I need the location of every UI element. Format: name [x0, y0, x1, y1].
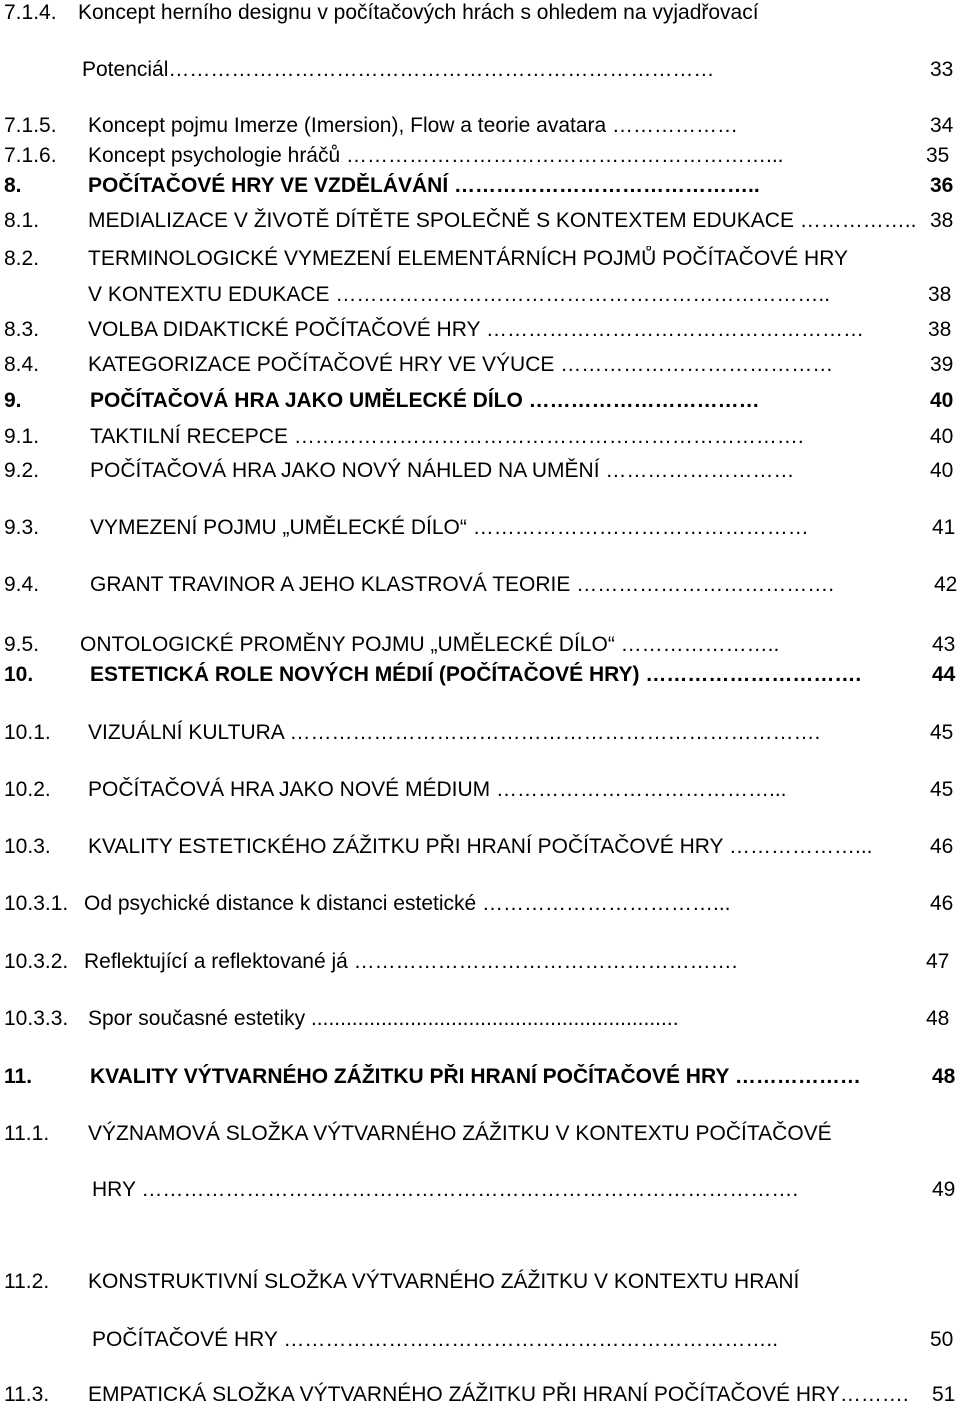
toc-entry-title: ESTETICKÁ ROLE NOVÝCH MÉDIÍ (POČÍTAČOVÉ HRY) …………………………. — [90, 663, 862, 686]
toc-entry-page: 46 — [930, 892, 954, 915]
toc-entry-number: 10.2. — [4, 778, 51, 801]
toc-entry-number: 11.3. — [4, 1383, 50, 1406]
toc-entry-page: 46 — [930, 835, 954, 858]
toc-entry-title: POČÍTAČOVÉ HRY VE VZDĚLÁVÁNÍ …………………………………….. — [88, 174, 760, 197]
toc-entry-page: 45 — [930, 778, 954, 801]
toc-entry-number: 9. — [4, 389, 22, 412]
toc-entry-number: 10. — [4, 663, 34, 686]
toc-entry-title: Potenciál…………………………………………………………………… — [82, 58, 715, 81]
toc-entry-number: 9.4. — [4, 573, 40, 596]
toc-entry-page: 38 — [930, 209, 954, 232]
toc-entry-page: 42 — [934, 573, 958, 596]
toc-entry-title: KONSTRUKTIVNÍ SLOŽKA VÝTVARNÉHO ZÁŽITKU V KONTEXTU HRANÍ — [88, 1270, 800, 1293]
toc-entry-title: Koncept herního designu v počítačových hrách s ohledem na vyjadřovací — [78, 1, 759, 24]
toc-entry-title: VÝZNAMOVÁ SLOŽKA VÝTVARNÉHO ZÁŽITKU V KONTEXTU POČÍTAČOVÉ — [88, 1122, 832, 1145]
toc-entry-page: 39 — [930, 353, 954, 376]
toc-entry-page: 40 — [930, 459, 954, 482]
toc-entry-title: V KONTEXTU EDUKACE …………………………………………………………….. — [88, 283, 831, 306]
toc-entry-page: 49 — [932, 1178, 956, 1201]
toc-entry-number: 9.1. — [4, 425, 40, 448]
toc-entry-page: 43 — [932, 633, 956, 656]
toc-entry-page: 36 — [930, 174, 954, 197]
toc-entry-page: 48 — [932, 1065, 956, 1088]
toc-entry-page: 34 — [930, 114, 954, 137]
toc-entry-number: 7.1.6. — [4, 144, 57, 167]
toc-entry-title: GRANT TRAVINOR A JEHO KLASTROVÁ TEORIE ………………………………. — [90, 573, 835, 596]
toc-entry-page: 38 — [928, 318, 952, 341]
toc-entry-title: Reflektující a reflektované já ………………………………………………. — [84, 950, 738, 973]
toc-entry-title: POČÍTAČOVÁ HRA JAKO UMĚLECKÉ DÍLO …………………………… — [90, 389, 760, 412]
toc-entry-number: 8.1. — [4, 209, 40, 232]
toc-entry-number: 9.5. — [4, 633, 40, 656]
toc-entry-number: 8.4. — [4, 353, 40, 376]
toc-entry-title: VIZUÁLNÍ KULTURA …………………………………………………………………. — [88, 721, 821, 744]
toc-entry-number: 10.3. — [4, 835, 51, 858]
toc-entry-number: 8.2. — [4, 247, 40, 270]
toc-entry-number: 10.3.1. — [4, 892, 69, 915]
toc-entry-page: 45 — [930, 721, 954, 744]
toc-entry-title: Koncept psychologie hráčů ……………………………………………………... — [88, 144, 784, 167]
toc-entry-title: TERMINOLOGICKÉ VYMEZENÍ ELEMENTÁRNÍCH POJMŮ POČÍTAČOVÉ HRY — [88, 247, 848, 270]
toc-entry-title: KVALITY ESTETICKÉHO ZÁŽITKU PŘI HRANÍ POČÍTAČOVÉ HRY ………………... — [88, 835, 873, 858]
toc-entry-title: KATEGORIZACE POČÍTAČOVÉ HRY VE VÝUCE ………………………………… — [88, 353, 834, 376]
toc-entry-number: 10.3.2. — [4, 950, 69, 973]
toc-entry-title: POČÍTAČOVÁ HRA JAKO NOVÝ NÁHLED NA UMĚNÍ ……………………… — [90, 459, 795, 482]
toc-entry-page: 40 — [930, 425, 954, 448]
toc-entry-number: 10.3.3. — [4, 1007, 69, 1030]
toc-entry-page: 48 — [926, 1007, 950, 1030]
toc-entry-title: Koncept pojmu Imerze (Imersion), Flow a teorie avatara ……………… — [88, 114, 739, 137]
toc-entry-title: Od psychické distance k distanci estetické ……………………………... — [84, 892, 731, 915]
toc-entry-title: EMPATICKÁ SLOŽKA VÝTVARNÉHO ZÁŽITKU PŘI HRANÍ POČÍTAČOVÉ HRY………. — [88, 1383, 909, 1406]
toc-entry-title: VYMEZENÍ POJMU „UMĚLECKÉ DÍLO“ ………………………………………… — [90, 516, 809, 539]
toc-entry-page: 47 — [926, 950, 950, 973]
toc-entry-title: TAKTILNÍ RECEPCE ………………………………………………………………. — [90, 425, 804, 448]
toc-entry-title: MEDIALIZACE V ŽIVOTĚ DÍTĚTE SPOLEČNĚ S KONTEXTEM EDUKACE …………….. — [88, 209, 917, 232]
toc-entry-page: 40 — [930, 389, 954, 412]
toc-entry-title: KVALITY VÝTVARNÉHO ZÁŽITKU PŘI HRANÍ POČÍTAČOVÉ HRY ……………… — [90, 1065, 861, 1088]
toc-entry-title: HRY …………………………………………………………………………………. — [92, 1178, 799, 1201]
toc-entry-title: ONTOLOGICKÉ PROMĚNY POJMU „UMĚLECKÉ DÍLO“ ………………….. — [80, 633, 780, 656]
toc-entry-page: 50 — [930, 1328, 954, 1351]
toc-entry-number: 9.3. — [4, 516, 40, 539]
toc-entry-number: 9.2. — [4, 459, 40, 482]
toc-entry-number: 8. — [4, 174, 22, 197]
toc-entry-page: 35 — [926, 144, 950, 167]
toc-entry-page: 38 — [928, 283, 952, 306]
toc-entry-number: 7.1.4. — [4, 1, 57, 24]
toc-entry-number: 11. — [4, 1065, 33, 1088]
toc-entry-page: 51 — [932, 1383, 956, 1406]
toc-entry-page: 33 — [930, 58, 954, 81]
toc-entry-number: 10.1. — [4, 721, 51, 744]
toc-entry-page: 44 — [932, 663, 956, 686]
toc-entry-page: 41 — [932, 516, 956, 539]
toc-entry-title: Spor současné estetiky ............................................................... — [88, 1007, 679, 1030]
toc-entry-number: 8.3. — [4, 318, 40, 341]
toc-entry-title: POČÍTAČOVÁ HRA JAKO NOVÉ MÉDIUM …………………………………... — [88, 778, 787, 801]
toc-entry-title: VOLBA DIDAKTICKÉ POČÍTAČOVÉ HRY ……………………………………………… — [88, 318, 864, 341]
toc-entry-title: POČÍTAČOVÉ HRY …………………………………………………………….. — [92, 1328, 779, 1351]
toc-entry-number: 7.1.5. — [4, 114, 57, 137]
toc-entry-number: 11.2. — [4, 1270, 50, 1293]
toc-entry-number: 11.1. — [4, 1122, 50, 1145]
